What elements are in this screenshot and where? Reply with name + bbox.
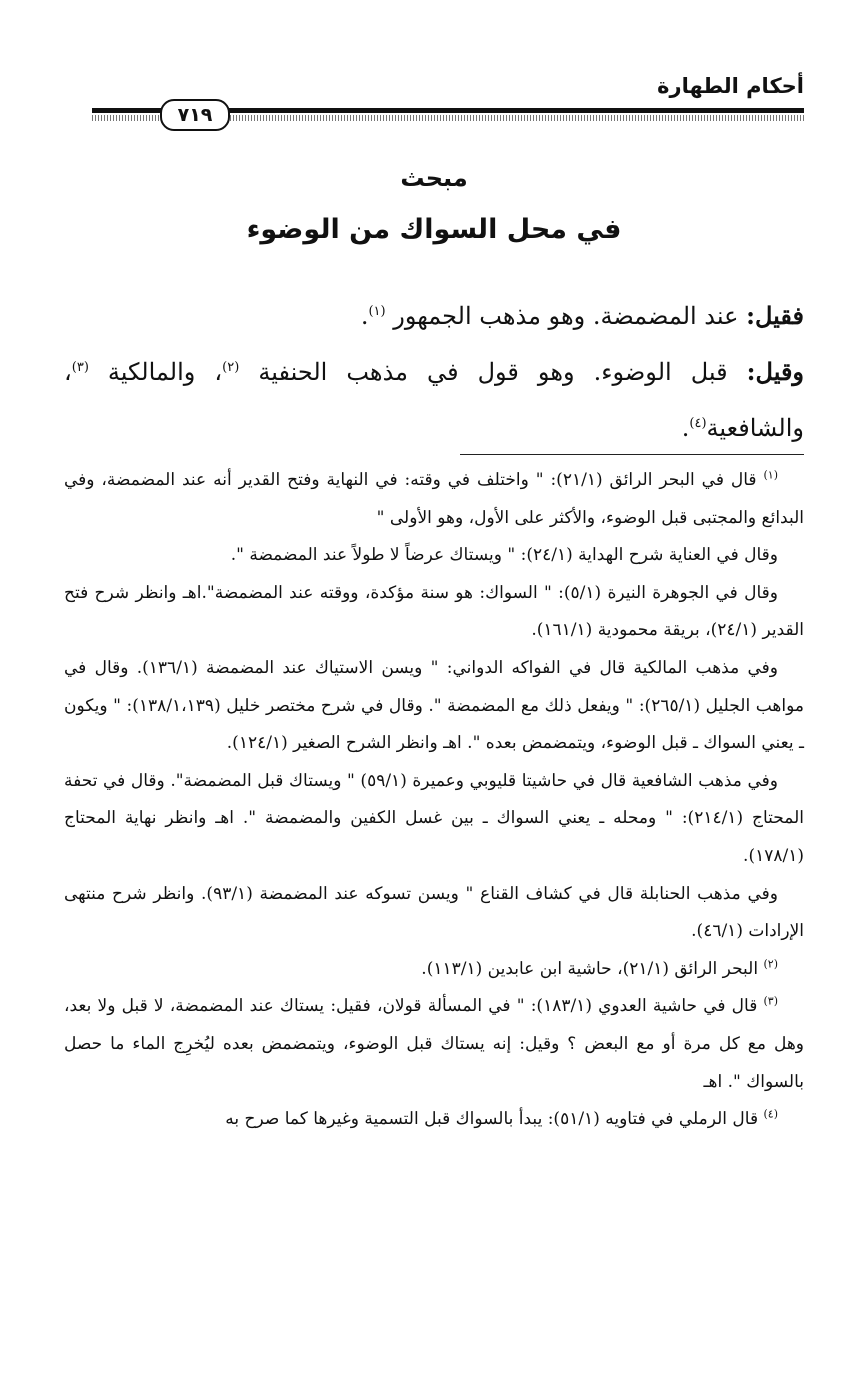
main-text-span: . — [681, 414, 690, 442]
main-paragraph-1 — [64, 288, 804, 344]
footnote-3 — [64, 988, 804, 1101]
lead-word: فقيل: — [746, 301, 804, 330]
main-text-span: . — [360, 302, 369, 330]
footnote-1-paragraph: وفي مذهب المالكية قال في الفواكه الدواني: " ويسن الاستياك عند المضمضة (١٣٦/١). وقال في مواهب الجليل (٢٦٥/١): " ويفعل ذلك مع المضمضة ". وقال في شرح مختصر خليل (١٣٨/١،١٣٩): " ويكون ـ يعني السواك ـ قبل الوضوء، ويتمضمض بعده ". اهـ وانظر الشرح الصغير (١٢٤/١). — [64, 657, 805, 754]
main-text-span: ، والمالكية — [88, 358, 223, 386]
footnote-ref: (٤) — [689, 416, 707, 431]
footnote-text: قال الرملي في فتاويه (٥١/١): يبدأ بالسواك قبل التسمية وغيرها كما صرح به — [225, 1109, 764, 1130]
footnote-marker: (٢) — [763, 957, 778, 971]
page-number: ٧١٩ — [160, 99, 230, 131]
footnote-marker: (٤) — [763, 1107, 778, 1121]
footnote-ref: (١) — [368, 304, 386, 319]
footnote-2 — [64, 951, 804, 989]
main-paragraph-2 — [64, 344, 804, 456]
main-text-span: قبل الوضوء. وهو قول في مذهب الحنفية — [239, 358, 747, 386]
footnote-marker: (١) — [763, 468, 779, 482]
footnotes — [64, 462, 804, 1139]
footnote-1-paragraph: وقال في العناية شرح الهداية (٢٤/١): " ويستاك عرضاً لا طولاً عند المضمضة ". — [230, 545, 778, 566]
running-title: أحكام الطهارة — [657, 74, 804, 98]
footnote-text: البحر الرائق (٢١/١)، حاشية ابن عابدين (١١٣/١). — [421, 958, 764, 979]
footnote-text: قال في حاشية العدوي (١٨٣/١): " في المسألة قولان، فقيل: يستاك عند المضمضة، لا قبل ولا بعد، وهل مع كل مرة أو مع البعض ؟ وقيل: إنه يستاك قبل الوضوء، ويتمضمض بعده ليُخرِج الماء ما حصل بالسواك ". اهـ — [64, 996, 804, 1092]
footnote-ref: (٢) — [222, 360, 240, 375]
footnote-separator — [460, 454, 804, 455]
footnote-1-paragraph: وفي مذهب الحنابلة قال في كشاف القناع " ويسن تسوكه عند المضمضة (٩٣/١). وانظر شرح منتهى الإرادات (٤٦/١). — [64, 883, 804, 942]
section-subheading: في محل السواك من الوضوء — [246, 214, 622, 245]
footnote-text: قال في البحر الرائق (٢١/١): " واختلف في وقته: في النهاية وفتح القدير أنه عند المضمضة، وفي البدائع والمجتبى قبل الوضوء، والأكثر على الأول، وهو الأولى " — [64, 470, 804, 528]
lead-word: وقيل: — [746, 357, 805, 386]
main-text-span: عند المضمضة. وهو مذهب الجمهور — [385, 302, 747, 330]
footnote-1-paragraph: وفي مذهب الشافعية قال في حاشيتا قليوبي وعميرة (٥٩/١) " ويستاك قبل المضمضة". وقال في تحفة المحتاج (٢١٤/١): " ومحله ـ يعني السواك ـ بين غسل الكفين والمضمضة ". اهـ وانظر نهاية المحتاج (١٧٨/١). — [64, 770, 804, 866]
footnote-1-paragraph: وقال في الجوهرة النيرة (٥/١): " السواك: هو سنة مؤكدة، ووقته عند المضمضة".اهـ وانظر شرح فتح القدير (٢٤/١)، بريقة محمودية (١٦١/١). — [64, 582, 804, 641]
footnote-4 — [64, 1101, 804, 1139]
footnote-ref: (٣) — [71, 360, 89, 375]
main-text-span: ، والشافعية — [64, 358, 804, 442]
footnote-1 — [64, 462, 804, 537]
footnote-marker: (٣) — [763, 994, 779, 1008]
section-heading: مبحث — [400, 164, 468, 192]
main-text — [64, 288, 804, 456]
